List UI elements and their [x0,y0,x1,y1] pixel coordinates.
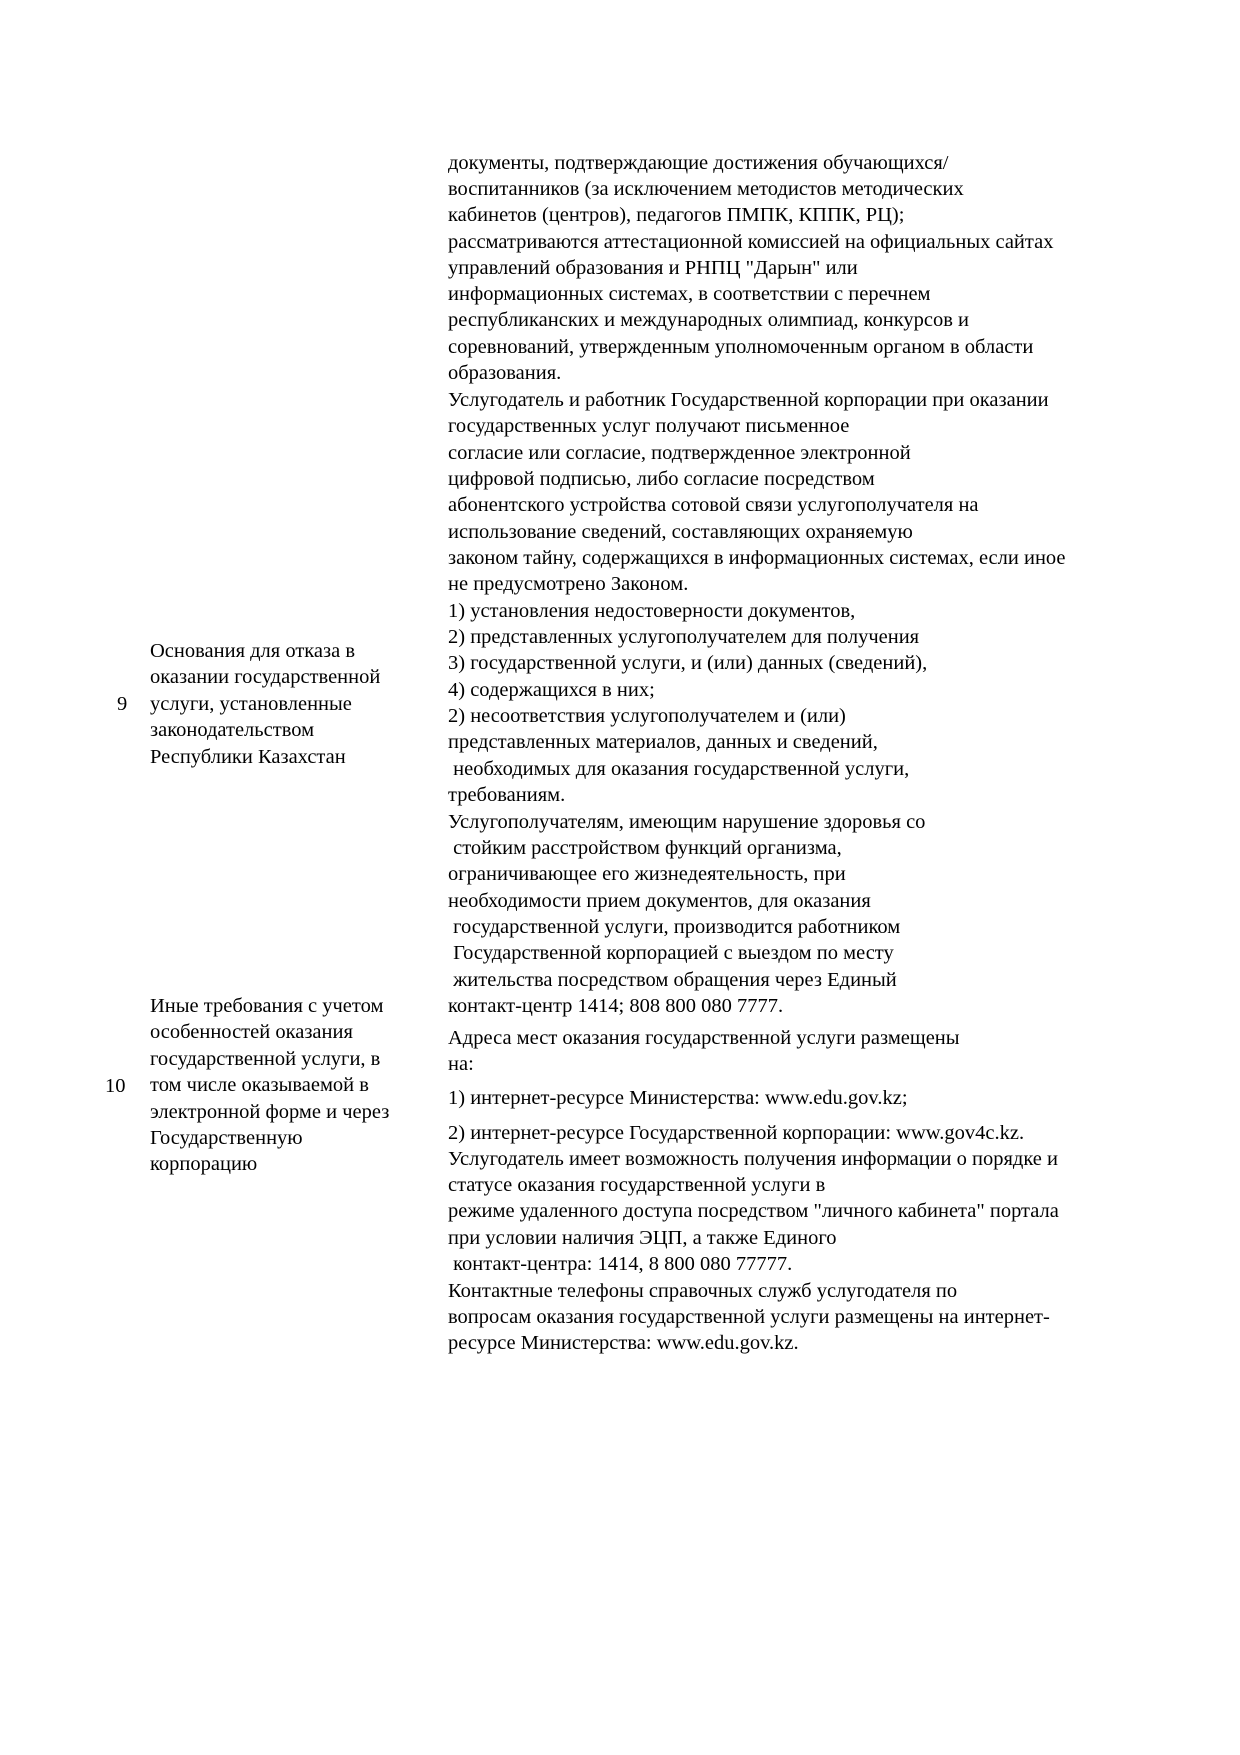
text-line: кабинетов (центров), педагогов ПМПК, КППК, РЦ); [448,204,905,226]
row-label-line: корпорацию [150,1153,258,1175]
text-line: информационных системах, в соответствии с перечнем [448,283,931,305]
text-line: необходимости прием документов, для оказания [448,890,871,912]
text-line: управлений образования и РНПЦ "Дарын" или [448,257,858,279]
text-line: республиканских и международных олимпиад, конкурсов и [448,309,969,331]
row-label-line: Иные требования с учетом [150,995,384,1017]
text-line: жительства посредством обращения через Единый [448,969,897,991]
text-line: 3) государственной услуги, и (или) данных (сведений), [448,652,928,674]
text-line: вопросам оказания государственной услуги размещены на интернет- [448,1306,1050,1328]
text-line: образования. [448,362,562,384]
row-label-line: Республики Казахстан [150,746,346,768]
row-label-line: электронной форме и через [150,1101,390,1123]
text-line: цифровой подписью, либо согласие посредством [448,468,875,490]
text-line: Услугополучателям, имеющим нарушение здоровья со [448,811,926,833]
text-line: не предусмотрено Законом. [448,573,689,595]
text-line: контакт-центра: 1414, 8 800 080 77777. [448,1253,793,1275]
row-label-line: законодательством [150,719,315,741]
text-line: Контактные телефоны справочных служб услугодателя по [448,1280,958,1302]
text-line: документы, подтверждающие достижения обучающихся/ [448,152,949,174]
row-label-line: государственной услуги, в [150,1048,381,1070]
text-line: использование сведений, составляющих охраняемую [448,521,913,543]
text-line: согласие или согласие, подтвержденное электронной [448,442,911,464]
text-line: контакт-центр 1414; 808 800 080 7777. [448,995,784,1017]
text-line: 4) содержащихся в них; [448,679,655,701]
text-line: законом тайну, содержащихся в информационных системах, если иное [448,547,1066,569]
row-label-line: оказании государственной [150,666,381,688]
text-line: 1) интернет-ресурсе Министерства: www.edu.gov.kz; [448,1087,908,1109]
row-label-line: особенностей оказания [150,1021,353,1043]
text-line: статусе оказания государственной услуги в [448,1174,826,1196]
text-line: 1) установления недостоверности документов, [448,600,856,622]
text-line: Услугодатель имеет возможность получения информации о порядке и [448,1148,1058,1170]
text-line: представленных материалов, данных и сведений, [448,731,878,753]
row-label-line: услуги, установленные [150,693,352,715]
row-number: 10 [105,1075,126,1097]
text-line: ресурсе Министерства: www.edu.gov.kz. [448,1332,799,1354]
text-line: Услугодатель и работник Государственной корпорации при оказании [448,389,1049,411]
text-line: соревнований, утвержденным уполномоченным органом в области [448,336,1034,358]
text-line: государственных услуг получают письменное [448,415,850,437]
row-label-line: Основания для отказа в [150,640,356,662]
text-line: Адреса мест оказания государственной услуги размещены [448,1027,960,1049]
text-line: режиме удаленного доступа посредством "личного кабинета" портала [448,1200,1059,1222]
row-label-line: Государственную [150,1127,303,1149]
text-line: Государственной корпорацией с выездом по месту [448,942,894,964]
text-line: необходимых для оказания государственной услуги, [448,758,910,780]
text-line: рассматриваются аттестационной комиссией на официальных сайтах [448,231,1054,253]
text-line: воспитанников (за исключением методистов методических [448,178,964,200]
row-number: 9 [117,693,128,715]
text-line: стойким расстройством функций организма, [448,837,842,859]
text-line: при условии наличия ЭЦП, а также Единого [448,1227,837,1249]
text-line: абонентского устройства сотовой связи услугополучателя на [448,494,979,516]
text-line: 2) представленных услугополучателем для получения [448,626,920,648]
text-line: 2) несоответствия услугополучателем и (или) [448,705,846,727]
text-line: 2) интернет-ресурсе Государственной корпорации: www.gov4c.kz. [448,1122,1025,1144]
row-label-line: том числе оказываемой в [150,1074,369,1096]
text-line: государственной услуги, производится работником [448,916,901,938]
text-line: требованиям. [448,784,566,806]
text-line: ограничивающее его жизнедеятельность, при [448,863,846,885]
text-line: на: [448,1053,474,1075]
